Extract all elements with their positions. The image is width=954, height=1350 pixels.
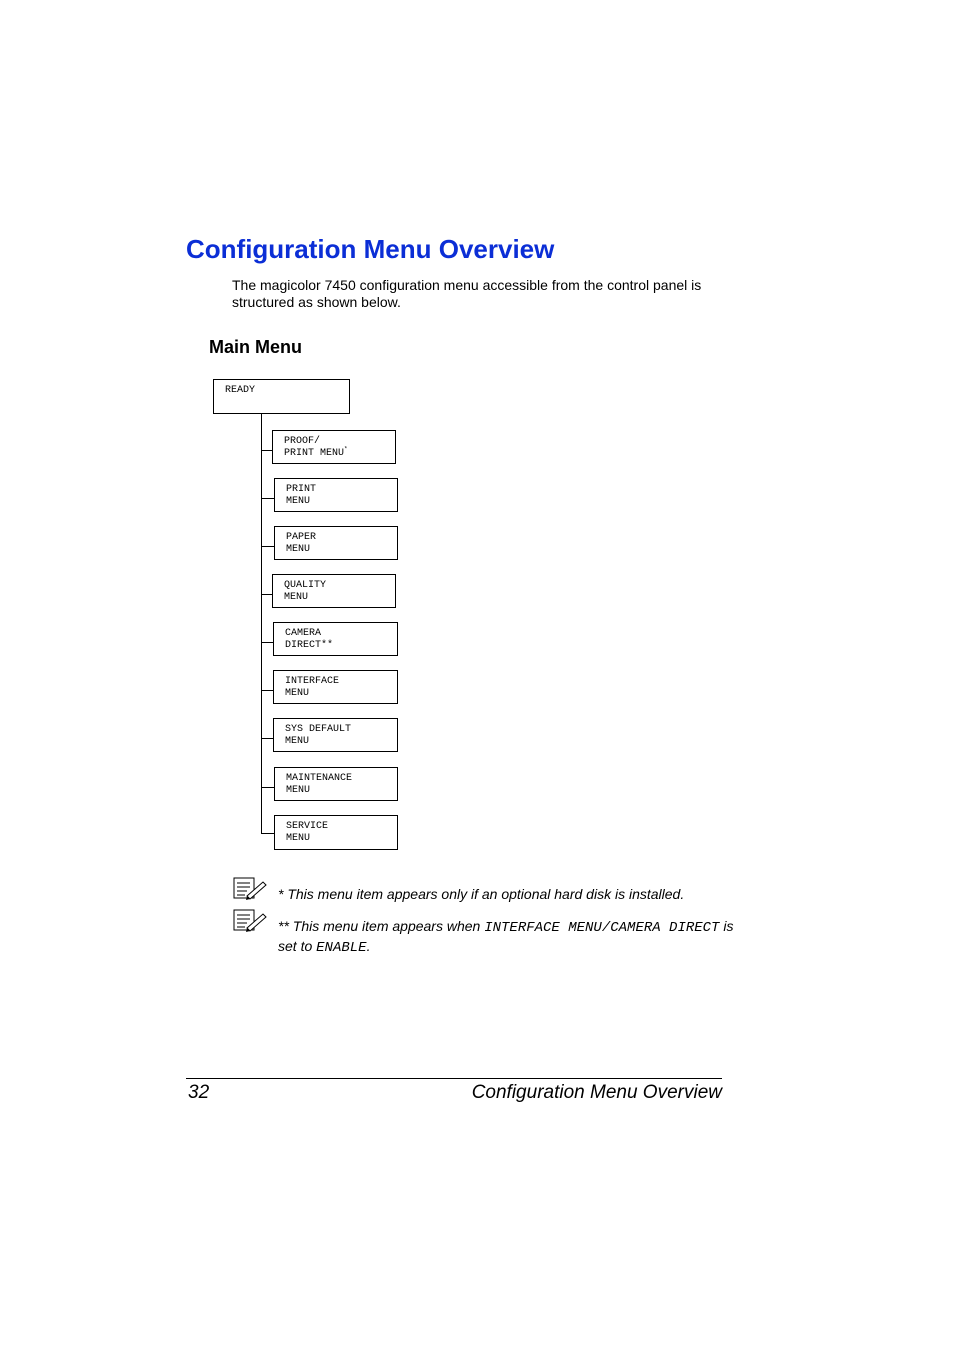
note-code: ENABLE [316, 940, 367, 956]
note-pencil-icon [233, 877, 267, 901]
menu-box-label: MENU [285, 688, 310, 699]
menu-box-label: PROOF/ [284, 436, 321, 447]
tree-branch [261, 690, 273, 691]
page-number: 32 [188, 1082, 210, 1103]
menu-box-label: MENU [286, 785, 311, 796]
menu-box-label: PAPER [286, 532, 317, 543]
menu-box-print [274, 478, 398, 512]
intro-paragraph: The magicolor 7450 configuration menu accessible from the control panel is structured as shown below. [232, 277, 702, 310]
menu-box-label: MENU [286, 544, 311, 555]
menu-box-label: PRINT [286, 484, 317, 495]
tree-branch [261, 787, 274, 788]
menu-box-interface [273, 670, 398, 704]
menu-box-paper [274, 526, 398, 560]
menu-box-label: SYS DEFAULT [285, 724, 352, 735]
tree-branch [261, 833, 274, 834]
menu-box-label: DIRECT** [285, 640, 334, 651]
note-code: INTERFACE MENU/CAMERA DIRECT [484, 920, 720, 936]
menu-box-label: SERVICE [286, 821, 329, 832]
menu-box-service [274, 815, 398, 850]
section-title: Main Menu [209, 337, 302, 357]
menu-box-proof-print [272, 430, 396, 464]
menu-box-label: MENU [286, 496, 311, 507]
tree-branch [261, 498, 274, 499]
tree-branch [261, 594, 272, 595]
menu-box-label: READY [225, 385, 256, 396]
menu-box-label: MENU [286, 833, 311, 844]
tree-trunk-line [261, 413, 262, 833]
menu-box-label: CAMERA [285, 628, 322, 639]
menu-box-quality [272, 574, 396, 608]
menu-box-label: PRINT MENU* [284, 445, 348, 459]
menu-box-label: MAINTENANCE [286, 773, 353, 784]
menu-box-label: INTERFACE [285, 676, 340, 687]
menu-box-sys-default [273, 718, 398, 752]
footer-title: Configuration Menu Overview [471, 1082, 722, 1103]
footer-rule [186, 1078, 722, 1079]
page-title: Configuration Menu Overview [186, 234, 555, 264]
menu-box-maintenance [274, 767, 398, 801]
menu-box-label: MENU [285, 736, 310, 747]
note-text: is set to [278, 918, 734, 954]
note-hard-disk: * This menu item appears only if an optional hard disk is installed. [278, 886, 685, 902]
tree-branch [261, 546, 274, 547]
menu-box-label: QUALITY [284, 580, 327, 591]
note-text: . [366, 938, 371, 954]
menu-box-label: MENU [284, 592, 309, 603]
menu-box-ready [213, 379, 350, 414]
note-text: ** This menu item appears when [278, 918, 485, 934]
tree-branch [261, 642, 273, 643]
note-pencil-icon [233, 909, 267, 933]
tree-branch [261, 738, 273, 739]
tree-branch [261, 450, 272, 451]
menu-box-camera-direct [273, 622, 398, 656]
note-camera-direct [278, 917, 738, 957]
